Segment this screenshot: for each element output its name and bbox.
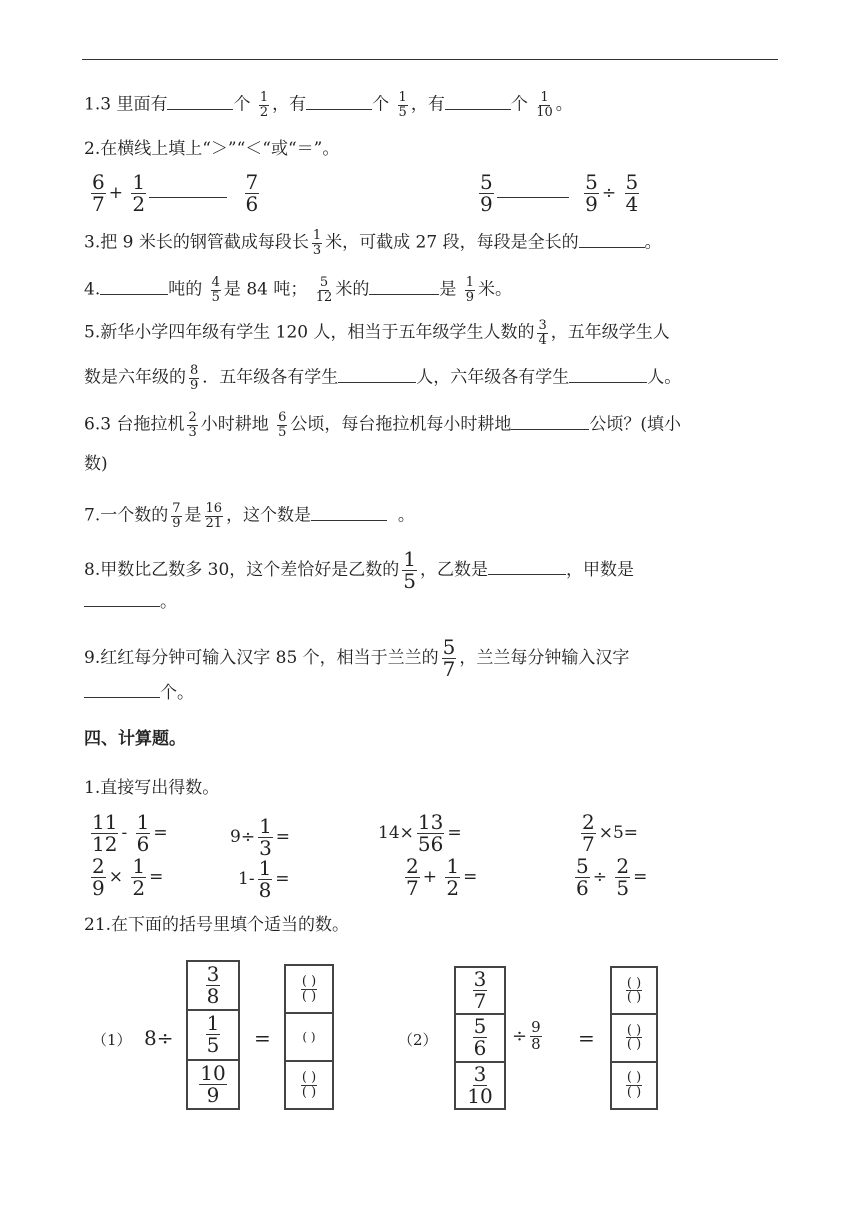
answer-blank[interactable] (100, 280, 168, 295)
question-21: 21.在下面的括号里填个适当的数。 (84, 915, 350, 935)
question-3: 3.把 9 米长的钢管截成每段长 $\frac{1}{3}$ 米，可截成 27 段，每段是全长的 。 (84, 228, 662, 258)
section-heading: 四、计算题。 (84, 729, 186, 749)
top-rule (82, 59, 778, 60)
calc-item: 14× $\frac{13}{56}$ = (378, 810, 462, 856)
question-6-line-1: 6.3 台拖拉机 $\frac{2}{3}$ 小时耕地 $\frac{6}{5}$ 公顷，每台拖拉机每小时耕地 公顷？(填小 (84, 410, 682, 440)
answer-column: $\frac{( )}{( )}$ $\frac{( )}{( )}$ $\frac{( )}{( )}$ (610, 966, 658, 1110)
fraction-column: $\frac{3}{7}$ $\frac{5}{6}$ $\frac{3}{10}$ (454, 966, 506, 1110)
calc-item: 1- $\frac{1}{8}$ = (238, 856, 290, 902)
equals-sign: = (254, 1026, 271, 1050)
calc-title: 1.直接写出得数。 (84, 778, 220, 798)
question-5-line-1: 5.新华小学四年级有学生 120 人，相当于五年级学生人数的 $\frac{3}{4}$ ，五年级学生人 (84, 318, 670, 348)
answer-blank[interactable] (311, 506, 387, 521)
question-4: 4. 吨的 $\frac{4}{5}$ 是 84 吨； $\frac{5}{12}$ 米的 是 $\frac{1}{9}$ 米。 (84, 275, 513, 305)
fraction-column: $\frac{3}{8}$ $\frac{1}{5}$ $\frac{10}{9}$ (186, 960, 240, 1110)
calc-item: $\frac{2}{7}$ + $\frac{1}{2}$ = (406, 854, 478, 900)
answer-blank[interactable] (306, 95, 372, 110)
answer-blank[interactable] (511, 415, 589, 430)
answer-column: $\frac{( )}{( )}$ ( ) $\frac{( )}{( )}$ (284, 964, 334, 1110)
calc-item: 9÷ $\frac{1}{3}$ = (230, 814, 291, 860)
question-1: 1.3 里面有 个 $\frac{1}{2}$ ，有 个 $\frac{1}{5}$ ，有 个 $\frac{1}{10}$ 。 (84, 90, 573, 120)
question-9: 9.红红每分钟可输入汉字 85 个，相当于兰兰的 $\frac{5}{7}$ ，兰兰每分钟输入汉字 (84, 635, 630, 681)
compare-right: $\frac{5}{9}$ $\frac{5}{9}$ ÷ $\frac{5}{4}$ (480, 170, 639, 216)
answer-blank[interactable] (149, 183, 227, 198)
part-2-label: （2） (398, 1031, 438, 1049)
answer-blank[interactable] (488, 560, 566, 575)
calc-item: $\frac{5}{6}$ ÷ $\frac{2}{5}$ = (576, 854, 648, 900)
answer-blank[interactable] (338, 368, 416, 383)
question-8: 8.甲数比乙数多 30，这个差恰好是乙数的 $\frac{1}{5}$ ，乙数是 ，甲数是 (84, 547, 634, 593)
answer-blank[interactable] (569, 368, 647, 383)
question-2: 2.在横线上填上“＞”“＜“或“＝”。 (84, 139, 340, 159)
question-9-line-2: 个。 (84, 683, 194, 702)
answer-blank[interactable] (369, 280, 439, 295)
answer-blank[interactable] (84, 683, 160, 698)
equals-sign: = (578, 1026, 595, 1050)
question-8-line-2: 。 (84, 592, 177, 611)
compare-left: $\frac{6}{7}$ + $\frac{1}{2}$ $\frac{7}{6}$ (92, 170, 259, 216)
calc-item: $\frac{11}{12}$ - $\frac{1}{6}$ = (92, 810, 168, 856)
part-1-lead: 8÷ (144, 1026, 174, 1050)
answer-blank[interactable] (579, 233, 645, 248)
question-7: 7.一个数的 $\frac{7}{9}$ 是 $\frac{16}{21}$ ，这个数是 。 (84, 501, 415, 531)
answer-blank[interactable] (445, 95, 511, 110)
divide-by: ÷ $\frac{9}{8}$ (512, 1018, 541, 1053)
answer-blank[interactable] (84, 592, 160, 607)
answer-blank[interactable] (167, 95, 233, 110)
question-5-line-2: 数是六年级的 $\frac{8}{9}$ ．五年级各有学生 人，六年级各有学生 人。 (84, 363, 682, 393)
calc-item: $\frac{2}{7}$ ×5= (582, 810, 639, 856)
calc-item: $\frac{2}{9}$ × $\frac{1}{2}$ = (92, 854, 164, 900)
answer-blank[interactable] (497, 183, 569, 198)
question-6-line-2: 数) (84, 454, 108, 474)
part-1-label: （1） (92, 1031, 132, 1049)
